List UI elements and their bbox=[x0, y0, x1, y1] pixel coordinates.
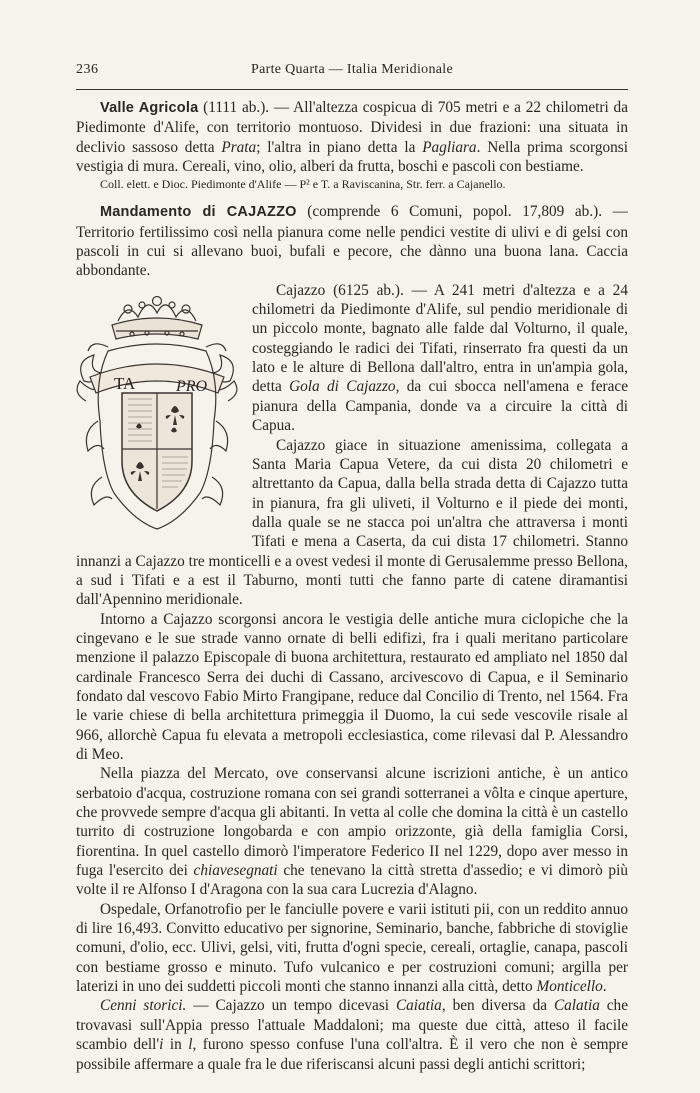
history-paragraph: Cenni storici. — Cajazzo un tempo dicevasi Caiatia, ben diversa da Calatia che trovavasi sull'Appia presso l'attuale Maddaloni; ma queste due città, atteso il facile scambio dell'i in l, furono spesso confuse l'una coll'altra. È il vero che non è sempre possibile affermare a quale fra le due riferiscansi alcuni passi degli antichi scrittori; bbox=[76, 997, 628, 1073]
running-title: Parte Quarta — Italia Meridionale bbox=[251, 62, 453, 77]
crest-motto-left: TA bbox=[114, 373, 136, 393]
piazza-paragraph: Nella piazza del Mercato, ove conservansi alcune iscrizioni antiche, è un antico serbatoio d'acqua, costruzione romana con sei grandi sotterranei a vôlta e cinque aperture, che provvede sempre d'acqua gli abitanti. In vetta al colle che domina la città è un castello turrito di costruzione longobarda e con ampio orizzonte, già della famiglia Corsi, fiorentina. In quel castello dimorò l'imperatore Federico II nel 1229, dopo aver messo in fuga l'esercito dei chiavesegnati che tenevano la città stretta d'assedio; e vi dimorò più volte il re Alfonso I d'Aragona con la sua cara Lucrezia d'Alagno. bbox=[76, 765, 628, 899]
mandamento-heading: Mandamento di CAJAZZO bbox=[100, 204, 297, 221]
crest-motto-right: PRO bbox=[176, 377, 208, 395]
situation-paragraph: Cajazzo giace in situazione amenissima, collegata a Santa Maria Capua Vetere, da cui dista 20 chilometri e altrettanto da Capua, dalla bella strada detta di Cajazzo tutta in pianura, fra gli uliveti, il Volturno e il piede dei monti, dalla quale se ne stacca poi un'altra che attraversa i monti Tifati e mena a Caserta, da cui dista 17 chilometri. Stanno innanzi a Cajazzo tre monticelli e a ovest vedesi il monte di Gerusalemme presso Bellona, a sud i Tifati e a est il Taburno, monti tutti che fanno parte di catene diramantisi dall'Apennino meridionale. bbox=[76, 436, 628, 609]
page-body bbox=[76, 98, 628, 1074]
coat-of-arms-illustration bbox=[68, 281, 246, 539]
cajazzo-heading: Cajazzo bbox=[276, 281, 326, 299]
institutions-paragraph: Ospedale, Orfanotrofio per le fanciulle povere e varii istituti pii, con un reddito annuo di lire 16,493. Convitto educativo per signorine, Seminario, banche, fabbriche di stoviglie comuni, d'olio, ecc. Ulivi, gelsi, viti, frutta d'ogni specie, cereali, ortaglie, canapa, pascoli con bestiame grosso e minuto. Tufo vulcanico e per costruzioni comuni; argilla per laterizi in uno dei suddetti piccoli monti che stanno innanzi alla città, detto Monticello. bbox=[76, 900, 628, 996]
page-number: 236 bbox=[76, 62, 99, 77]
page-header bbox=[76, 62, 628, 82]
header-rule bbox=[76, 89, 628, 90]
cajazzo-intro-paragraph: Cajazzo (6125 ab.). — A 241 metri d'altezza e a 24 chilometri da Piedimonte d'Alife, sul pendio meridionale di un piccolo monte, bagnato alle falde dal Volturno, il quale, costeggiando le radici dei Tifati, rinserrato fra questi da un lato e le alture di Bellona dall'altro, entra in un'ampia gola, detta Gola di Cajazzo, da cui sbocca nell'amena e ferace pianura della Campania, donde va a circuire la città di Capua. bbox=[252, 281, 628, 435]
valle-agricola-note: Coll. elett. e Dioc. Piedimonte d'Alife — P² e T. a Raviscanina, Str. ferr. a Cajanello. bbox=[100, 177, 506, 192]
gola-di-cajazzo: Gola di Cajazzo bbox=[289, 378, 396, 396]
mandamento-paragraph: Mandamento di CAJAZZO (comprende 6 Comuni, popol. 17,809 ab.). — Territorio fertilissimo così nella pianura come nelle pendici vestite di ulivi e di gelsi con pascoli in cui si allevano buoi, bufali e pecore, che dànno una buona lana. Caccia abbondante. bbox=[76, 203, 628, 280]
valle-agricola-heading: Valle Agricola bbox=[100, 100, 199, 116]
history-label: Cenni storici. bbox=[100, 997, 187, 1015]
place-pagliara: Pagliara bbox=[422, 138, 477, 156]
valle-agricola-paragraph: Valle Agricola (1111 ab.). — All'altezza cospicua di 705 metri e a 22 chilometri da Piedimonte d'Alife, con territorio montuoso. Dividesi in due frazioni: una situata in declivio sassoso detta Prata; l'altra in piano detta la Pagliara. Nella prima scorgonsi vestigia di mura. Cereali, vino, olio, alberi da frutta, boschi e pascoli con bestiame. bbox=[76, 99, 629, 176]
place-prata: Prata bbox=[221, 138, 257, 156]
cajazzo-coat-of-arms bbox=[68, 281, 246, 539]
buildings-paragraph: Intorno a Cajazzo scorgonsi ancora le vestigia delle antiche mura ciclopiche che la cingevano e le sue strade vanno ornate di belli edifizi, fra i quali meritano particolare menzione il palazzo Episcopale di buona architettura, restaurato ed ampliato nel 1850 dal cardinale Francesco Serra dei duchi di Cassano, arcivescovo di Capua, e il Seminario fondato dal vescovo Fabio Mirto Frangipane, reduce dal Concilio di Trento, nel 1564. Fra le varie chiese di bella architettura primeggia il Duomo, la cui sede vescovile risale al 966, allorchè Capua fu elevata a metropoli ecclesiastica, come rilevasi dal P. Alessandro di Meo. bbox=[76, 610, 628, 763]
